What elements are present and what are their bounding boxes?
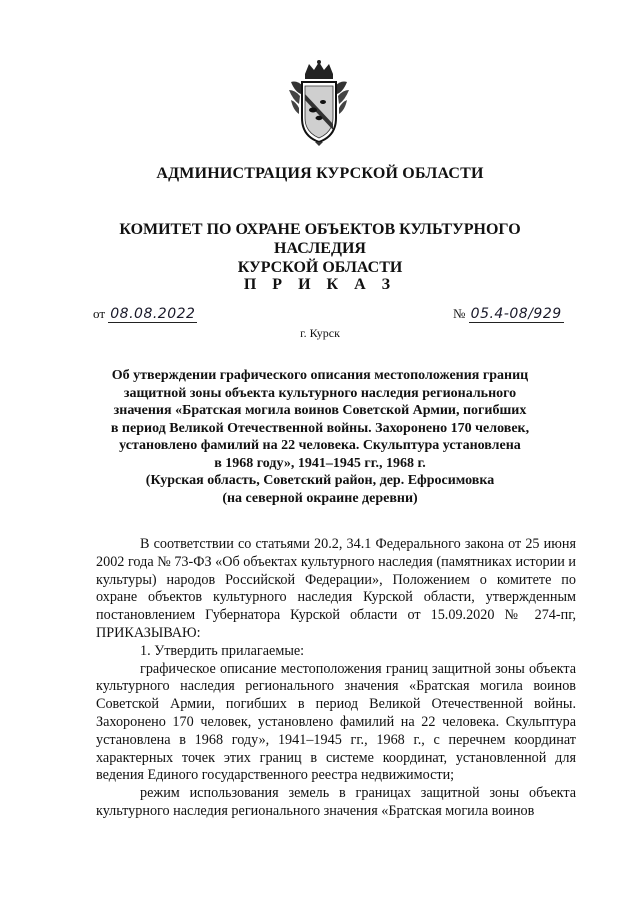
body-paragraph: графическое описание местоположения границ защитной зоны объекта культурного наследия регионального значения «Братская могила воинов Советской Армии, погибших в период Великой Отечественной войны. Захоронено 170 человек, установлено фамилий на 22 человека. Скульптура установлена в 1968 году», 1941–1945 гг., 1968 г., с перечнем координат характерных точек этих границ в системе координат, установленной для ведения Единого государственного реестра недвижимости; bbox=[96, 660, 576, 784]
date-prefix: от bbox=[93, 306, 106, 321]
document-number bbox=[453, 306, 564, 322]
date-value: 08.08.2022 bbox=[110, 306, 196, 322]
title-line: установлено фамилий на 22 человека. Скульптура установлена bbox=[119, 438, 521, 453]
committee-heading-line: КУРСКОЙ ОБЛАСТИ bbox=[237, 259, 403, 276]
committee-heading bbox=[80, 220, 560, 277]
body-paragraph: 1. Утвердить прилагаемые: bbox=[140, 642, 305, 659]
title-line: в 1968 году», 1941–1945 гг., 1968 г. bbox=[214, 455, 426, 471]
number-prefix: № bbox=[453, 306, 466, 321]
title-line: защитной зоны объекта культурного наследия регионального bbox=[123, 385, 517, 401]
document-date bbox=[93, 306, 197, 322]
order-body bbox=[96, 536, 576, 821]
committee-heading-line: КОМИТЕТ ПО ОХРАНЕ ОБЪЕКТОВ КУЛЬТУРНОГО НАСЛЕДИЯ bbox=[119, 221, 521, 257]
administration-heading: АДМИНИСТРАЦИЯ КУРСКОЙ ОБЛАСТИ bbox=[156, 165, 484, 182]
document-type: П Р И К А З bbox=[243, 276, 397, 293]
title-line: (на северной окраине деревни) bbox=[222, 490, 418, 506]
body-paragraph: В соответствии со статьями 20.2, 34.1 Федерального закона от 25 июня 2002 года № 73-ФЗ «Об объектах культурного наследия (памятниках истории и культуры) народов Российской Федерации», Положением о комитете по охране объектов культурного наследия Курской области, утвержденным постановлением Губернатора Курской области от 15.09.2020 № 274-пг, ПРИКАЗЫВАЮ: bbox=[96, 536, 576, 641]
order-title bbox=[96, 367, 544, 507]
title-line: (Курская область, Советский район, дер. Ефросимовка bbox=[145, 473, 495, 488]
title-line: в период Великой Отечественной войны. Захоронено 170 человек, bbox=[110, 420, 530, 436]
title-line: Об утверждении графического описания местоположения границ bbox=[111, 368, 529, 383]
document-city: г. Курск bbox=[300, 326, 340, 340]
coat-of-arms-icon bbox=[287, 60, 351, 146]
title-line: значения «Братская могила воинов Советской Армии, погибших bbox=[113, 403, 527, 418]
number-value: 05.4-08/929 bbox=[470, 306, 562, 322]
body-paragraph: режим использования земель в границах защитной зоны объекта культурного наследия регионального значения «Братская могила воинов bbox=[96, 785, 576, 819]
